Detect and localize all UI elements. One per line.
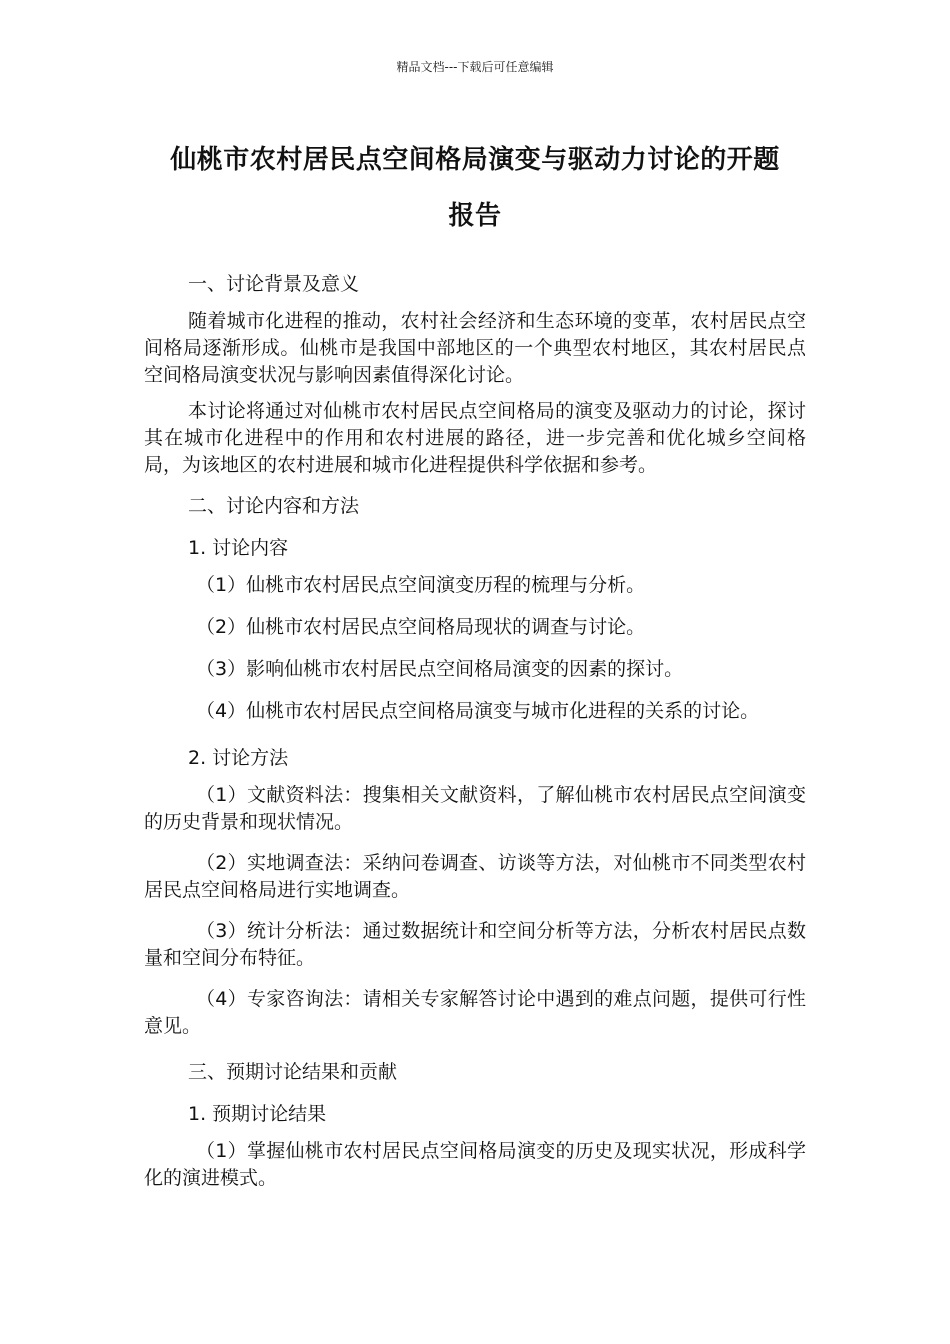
section-heading-1: 一、讨论背景及意义 <box>188 273 360 295</box>
list-item: （4）专家咨询法：请相关专家解答讨论中遇到的难点问题，提供可行性意见。 <box>144 988 806 1037</box>
list-item: （1）仙桃市农村居民点空间演变历程的梳理与分析。 <box>196 574 646 596</box>
section-heading-2: 二、讨论内容和方法 <box>188 495 360 517</box>
list-item: （1）文献资料法：搜集相关文献资料，了解仙桃市农村居民点空间演变的历史背景和现状情况。 <box>144 784 806 833</box>
document-body <box>144 266 806 1206</box>
list-item: （3）统计分析法：通过数据统计和空间分析等方法，分析农村居民点数量和空间分布特征。 <box>144 920 806 969</box>
list-item: （4）仙桃市农村居民点空间格局演变与城市化进程的关系的讨论。 <box>196 700 760 722</box>
section-heading-3: 三、预期讨论结果和贡献 <box>188 1061 398 1083</box>
title-line-2: 报告 <box>448 201 502 231</box>
paragraph-background: 随着城市化进程的推动，农村社会经济和生态环境的变革，农村居民点空间格局逐渐形成。仙桃市是我国中部地区的一个典型农村地区，其农村居民点空间格局演变状况与影响因素值得深化讨论。 <box>144 310 806 386</box>
paragraph-significance: 本讨论将通过对仙桃市农村居民点空间格局的演变及驱动力的讨论，探讨其在城市化进程中的作用和农村进展的路径，进一步完善和优化城乡空间格局，为该地区的农村进展和城市化进程提供科学依据和参考。 <box>144 400 806 476</box>
list-item: （1）掌握仙桃市农村居民点空间格局演变的历史及现实状况，形成科学化的演进模式。 <box>144 1140 806 1189</box>
subsection-heading-content: 1. 讨论内容 <box>188 537 289 559</box>
subsection-heading-method: 2. 讨论方法 <box>188 747 289 769</box>
document-title <box>120 132 830 244</box>
subsection-heading-results: 1. 预期讨论结果 <box>188 1103 327 1125</box>
list-item: （2）实地调查法：采纳问卷调查、访谈等方法，对仙桃市不同类型农村居民点空间格局进行实地调查。 <box>144 852 806 901</box>
list-item: （3）影响仙桃市农村居民点空间格局演变的因素的探讨。 <box>196 658 684 680</box>
page-header: 精品文档---下载后可任意编辑 <box>396 60 554 74</box>
title-line-1: 仙桃市农村居民点空间格局演变与驱动力讨论的开题 <box>170 145 780 175</box>
list-item: （2）仙桃市农村居民点空间格局现状的调查与讨论。 <box>196 616 646 638</box>
